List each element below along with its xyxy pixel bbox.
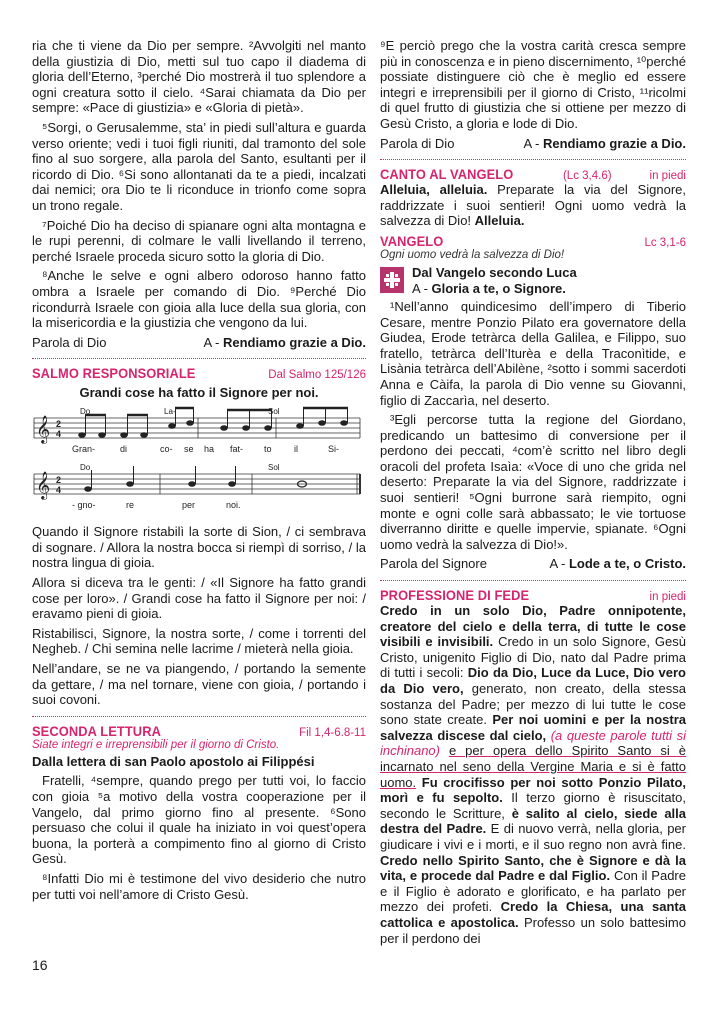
svg-text:to: to — [264, 444, 272, 455]
svg-text:fat-: fat- — [230, 444, 244, 455]
section-reference: (Lc 3,4.6) — [562, 170, 612, 183]
reading-heading: Dalla lettera di san Paolo apostolo ai Filippési — [32, 753, 315, 769]
response-line — [380, 556, 686, 572]
psalm-stanza: Allora si diceva tra le genti: / «Il Signore ha fatto grandi cose per loro». / Grandi cose ha fatto il Signore per noi: / eravamo pieni di gioia. — [32, 575, 366, 622]
section-title: CANTO AL VANGELO — [380, 166, 514, 183]
section-header-salmo — [32, 358, 366, 381]
svg-text:re: re — [126, 500, 135, 511]
svg-text:di: di — [120, 444, 128, 455]
psalm-refrain: Grandi cose ha fatto il Signore per noi. — [79, 385, 319, 401]
section-title: PROFESSIONE DI FEDE — [380, 587, 530, 604]
svg-text:se: se — [184, 444, 194, 455]
reading-paragraph: Fratelli, ⁴sempre, quando prego per tutti voi, lo faccio con gioia ⁵a motivo della vostra cooperazione per il Vangelo, dal primo giorno fino al presente. ⁶Sono persuaso che colui il quale ha iniziato in voi quest’opera buona, la porterà a compimento fino al giorno di Cristo Gesù. — [32, 773, 366, 867]
response-label: Parola di Dio — [380, 135, 455, 151]
section-subtitle: Siate integri e irreprensibili per il giorno di Cristo. — [32, 738, 280, 751]
section-reference: Lc 3,1-6 — [644, 236, 686, 249]
svg-text:ha: ha — [204, 444, 215, 455]
reading-paragraph: ⁵Sorgi, o Gerusalemme, sta’ in piedi sull’altura e guarda verso oriente; vedi i tuoi figli riuniti, dal tramonto del sole fino al suo sorgere, alla parola del Santo, esultanti per il ricordo di Dio. ⁶Si sono allontanati da te a piedi, incalzati dai nemici; ora Dio te li riconduce in trionfo come sopra un trono regale. — [32, 119, 366, 213]
section-title: VANGELO — [380, 232, 444, 249]
psalm-stanza: Quando il Signore ristabilì la sorte di Sion, / ci sembrava di sognare. / Allora la nostra bocca si riempì di sorriso, / la nostra lingua di gioia. — [32, 524, 366, 571]
svg-text:2: 2 — [56, 475, 62, 486]
section-title: SECONDA LETTURA — [32, 722, 161, 739]
section-header-seconda — [32, 716, 366, 739]
svg-text:Do: Do — [80, 407, 91, 417]
svg-text:Gran-: Gran- — [72, 444, 96, 455]
response-text: A - Rendiamo grazie a Dio. — [203, 334, 366, 350]
response-line — [32, 335, 366, 351]
reading-paragraph: ¹Nell’anno quindicesimo dell’impero di Tiberio Cesare, mentre Ponzio Pilato era governatore della Giudea, Erode tetràrca della Galilea, e Filippo, suo fratello, tetràrca dell’Iturèa e della Traconìtide, e Lisània tetràrca dell’Abilène, ²sotto i sommi sacerdoti Anna e Càifa, la parola di Dio venne su Giovanni, figlio di Zaccarìa, nel deserto. — [380, 298, 686, 408]
reading-paragraph: ⁹E perciò prego che la vostra carità cresca sempre più in conoscenza e in pieno discernimento, ¹⁰perché possiate distinguere ciò che è meglio ed essere integri e irreprensibili per il giorno di Cristo, ¹¹ricolmi di quel frutto di giustizia che si ottiene per mezzo di Gesù Cristo, a gloria e lode di Dio. — [380, 38, 686, 131]
svg-text:𝄞: 𝄞 — [36, 471, 51, 500]
svg-text:Si-: Si- — [328, 444, 339, 455]
svg-text:Do: Do — [80, 463, 91, 473]
svg-text:𝄞: 𝄞 — [36, 415, 51, 444]
section-reference: Dal Salmo 125/126 — [268, 369, 366, 382]
psalm-stanza: Ristabilisci, Signore, la nostra sorte, / come i torrenti del Negheb. / Chi semina nelle lacrime / mieterà nella gioia. — [32, 625, 366, 657]
right-column — [380, 38, 686, 950]
response-text: A - Rendiamo grazie a Dio. — [523, 135, 686, 151]
reading-paragraph: ria che ti viene da Dio per sempre. ²Avvolgiti nel manto della giustizia di Dio, metti sul tuo capo il diadema di gloria dell’Eterno, ³perché Dio mostrerà il tuo splendore a ogni creatura sotto il cielo. ⁴Sarai chiamata da Dio per sempre: «Pace di giustizia» e «Gloria di pietà». — [32, 38, 366, 116]
section-posture: in piedi — [649, 170, 686, 183]
svg-text:4: 4 — [56, 485, 62, 496]
section-header-vangelo — [380, 233, 686, 249]
response-line — [380, 136, 686, 152]
section-header-credo — [380, 580, 686, 603]
acclamation: Alleluia, alleluia. Preparate la via del Signore, raddrizzate i suoi sentieri! Ogni uomo vedrà la salvezza di Dio! Alleluia. — [380, 182, 687, 229]
left-column — [32, 38, 366, 906]
gospel-cross-icon — [380, 267, 404, 293]
svg-text:co-: co- — [160, 444, 173, 455]
svg-text:- gno-: - gno- — [72, 500, 96, 511]
section-subtitle: Ogni uomo vedrà la salvezza di Dio! — [380, 248, 565, 261]
svg-text:Sol: Sol — [268, 407, 280, 417]
svg-text:il: il — [294, 444, 298, 455]
svg-text:noi.: noi. — [226, 500, 241, 511]
gospel-title: Dal Vangelo secondo Luca — [412, 264, 577, 280]
gospel-heading — [380, 265, 686, 297]
creed-text: Credo in un solo Dio, Padre onnipotente, creatore del cielo e della terra, di tutte le cose visibili e invisibili. Credo in un solo Signore, Gesù Cristo, unigenito Figlio di Dio, nato dal Padre prima di tutti i secoli: Dio da Dio, Luce da Luce, Dio vero da Dio vero, generato, non creato, della stessa sostanza del Padre; per mezzo di lui tutte le cose sono state create. Per noi uomini e per la nostra salvezza discese dal cielo, (a queste parole tutti si inchinano) e per opera dello Spirito Santo si è incarnato nel seno della Vergine Maria e si è fatto uomo. Fu crocifisso per noi sotto Ponzio Pilato, morì e fu sepolto. Il terzo giorno è risuscitato, secondo le Scritture, è salito al cielo, siede alla destra del Padre. E di nuovo verrà, nella gloria, per giudicare i vivi e i morti, e il suo regno non avrà fine. Credo nello Spirito Santo, che è Signore e dà la vita, e procede dal Padre e dal Figlio. Con il Padre e il Figlio è adorato e glorificato, e ha parlato per mezzo dei profeti. Credo la Chiesa, una santa cattolica e apostolica. Professo un solo battesimo per il perdono dei — [380, 603, 687, 946]
section-title: SALMO RESPONSORIALE — [32, 365, 196, 382]
svg-text:per: per — [182, 500, 196, 511]
page-number: 16 — [32, 957, 48, 973]
svg-text:2: 2 — [56, 419, 62, 430]
reading-paragraph: ⁷Poiché Dio ha deciso di spianare ogni alta montagna e le rupi perenni, di colmare le valli livellando il terreno, perché Israele proceda sicuro sotto la gloria di Dio. — [32, 217, 366, 264]
reading-paragraph: ⁸Infatti Dio mi è testimone del vivo desiderio che nutro per tutti voi nell’amore di Cristo Gesù. — [32, 870, 366, 902]
music-score — [32, 406, 362, 516]
gospel-response: A - Gloria a te, o Signore. — [412, 280, 566, 296]
reading-paragraph: ³Egli percorse tutta la regione del Giordano, predicando un battesimo di conversione per il perdono dei peccati, ⁴com’è scritto nel libro degli oracoli del profeta Isaìa: «Voce di uno che grida nel deserto: Preparate la via del Signore, raddrizzate i suoi sentieri! ⁵Ogni burrone sarà riempito, ogni monte e ogni colle sarà abbassato; le vie tortuose diverranno diritte e quelle impervie, spianate. ⁶Ogni uomo vedrà la salvezza di Dio!». — [380, 412, 686, 552]
response-text: A - Lode a te, o Cristo. — [549, 556, 686, 572]
response-label: Parola di Dio — [32, 334, 107, 350]
section-reference: Fil 1,4-6.8-11 — [299, 726, 366, 739]
response-label: Parola del Signore — [380, 556, 487, 572]
section-header-canto — [380, 159, 686, 182]
section-posture: in piedi — [649, 591, 686, 604]
svg-text:4: 4 — [56, 429, 62, 440]
reading-paragraph: ⁸Anche le selve e ogni albero odoroso hanno fatto ombra a Israele per comando di Dio. ⁹Perché Dio ricondurrà Israele con gioia alla luce della sua gloria, con la misericordia e la giustizia che vengono da lui. — [32, 268, 366, 331]
music-staff-image — [32, 406, 362, 516]
psalm-stanza: Nell’andare, se ne va piangendo, / portando la semente da gettare, / ma nel tornare, viene con gioia, / portando i suoi covoni. — [32, 661, 366, 708]
svg-text:La-: La- — [164, 407, 176, 417]
svg-text:Sol: Sol — [268, 463, 280, 473]
